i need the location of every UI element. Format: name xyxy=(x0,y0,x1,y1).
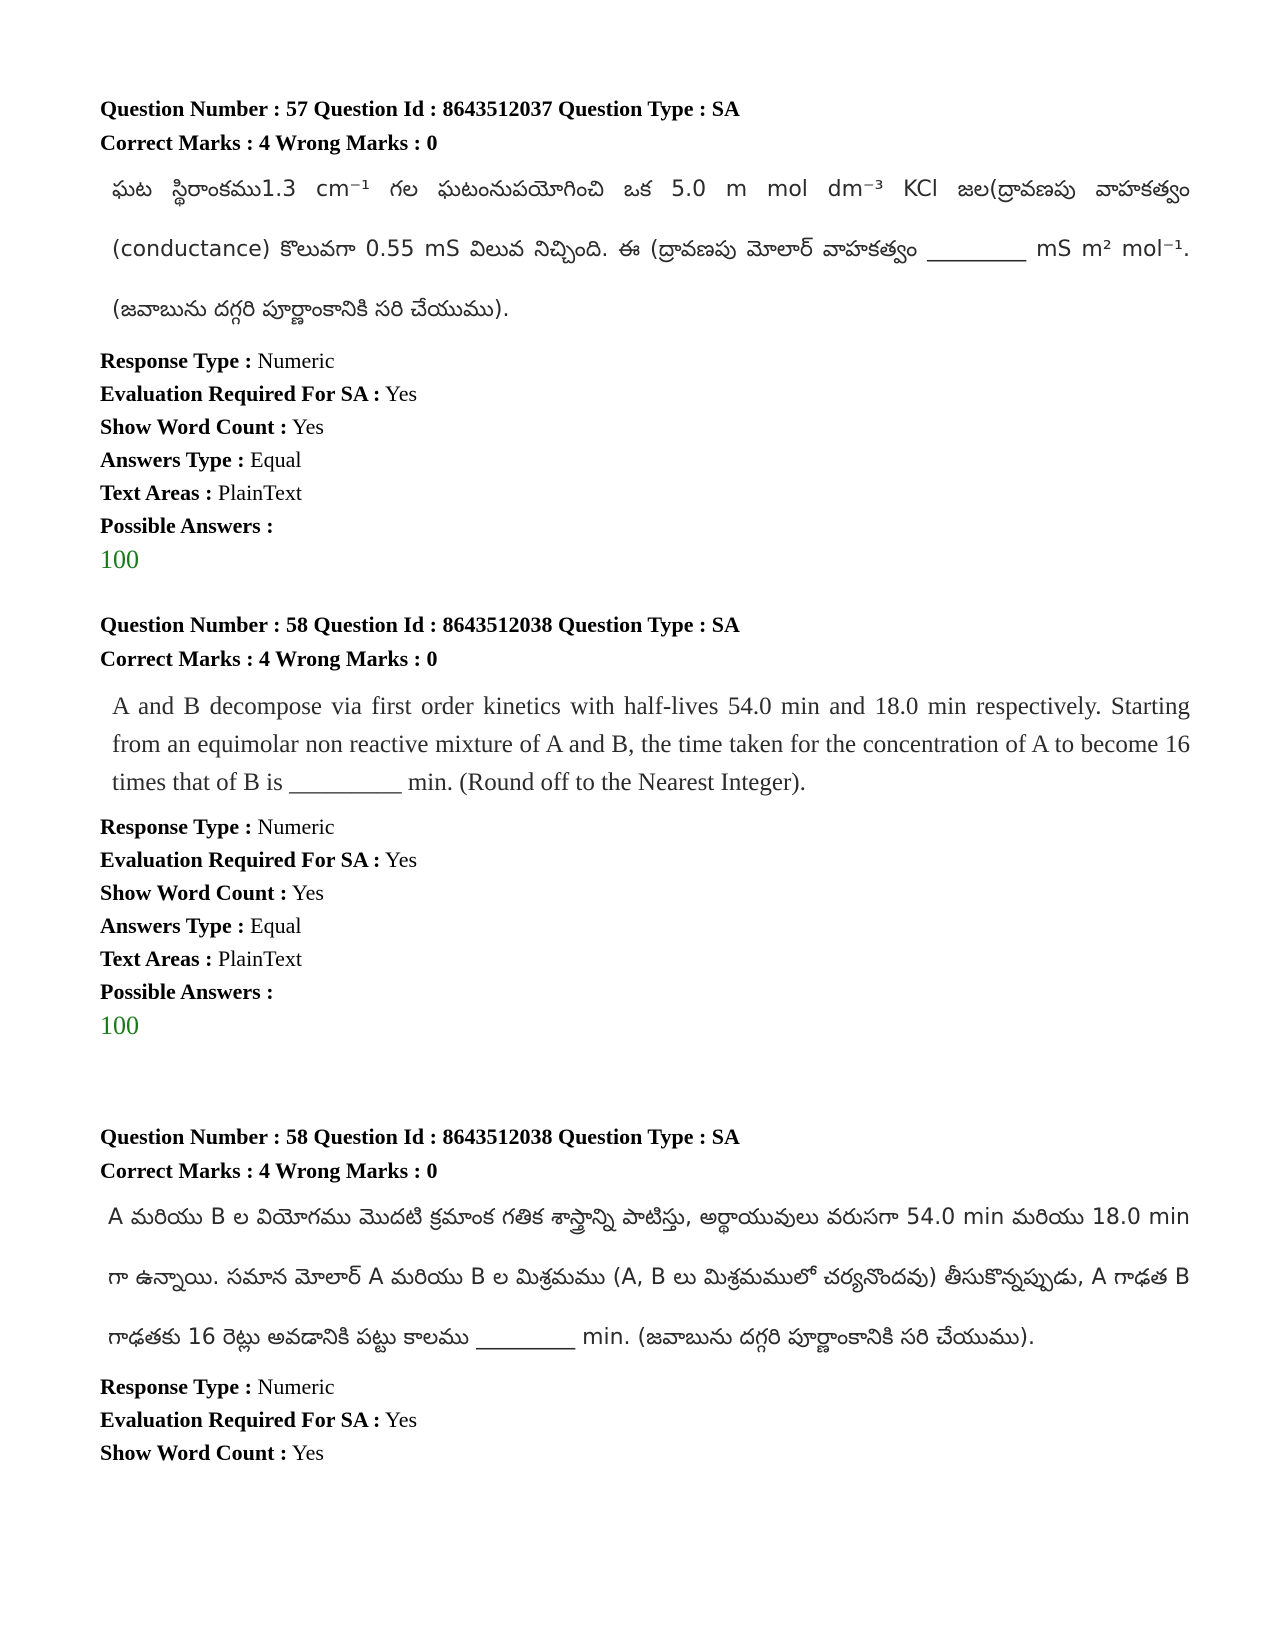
question-text: ఘట స్థిరాంకము1.3 cm⁻¹ గల ఘటంనుపయోగించి ఒక 5.0 m mol dm⁻³ KCl జల(ద్రావణపు వాహకత్వం (conductance) కొలువగా 0.55 mS విలువ నిచ్చింది. ఈ (ద్రావణపు మోలార్ వాహకత్వం _________ mS m² mol⁻¹. (జవాబును దగ్గరి పూర్ణాంకానికి సరి చేయుము). xyxy=(112,177,1190,322)
text-areas-value: PlainText xyxy=(217,946,302,971)
question-header: Question Number : 58 Question Id : 8643512038 Question Type : SA xyxy=(100,1124,740,1149)
response-type-value: Numeric xyxy=(257,348,335,373)
evaluation-value: Yes xyxy=(385,1407,418,1432)
word-count-value: Yes xyxy=(291,880,324,905)
word-count-value: Yes xyxy=(291,1440,324,1465)
word-count-row xyxy=(100,876,1190,909)
word-count-row xyxy=(100,1436,1190,1469)
text-areas-row xyxy=(100,942,1190,975)
possible-answers-label: Possible Answers : xyxy=(100,513,274,538)
question-58-telugu xyxy=(100,1120,1190,1469)
question-58-english xyxy=(100,608,1190,1044)
answers-type-label: Answers Type : xyxy=(100,913,245,938)
evaluation-value: Yes xyxy=(385,847,418,872)
evaluation-row xyxy=(100,1403,1190,1436)
possible-answers-label: Possible Answers : xyxy=(100,979,274,1004)
answers-type-value: Equal xyxy=(250,913,302,938)
response-type-value: Numeric xyxy=(257,1374,335,1399)
word-count-value: Yes xyxy=(291,414,324,439)
possible-answers-row xyxy=(100,509,1190,542)
marks-header: Correct Marks : 4 Wrong Marks : 0 xyxy=(100,1158,438,1183)
possible-answer-value: 100 xyxy=(100,1011,139,1040)
response-type-label: Response Type : xyxy=(100,348,252,373)
question-57 xyxy=(100,92,1190,578)
evaluation-label: Evaluation Required For SA : xyxy=(100,381,381,406)
marks-header: Correct Marks : 4 Wrong Marks : 0 xyxy=(100,130,438,155)
answers-type-row xyxy=(100,909,1190,942)
question-header: Question Number : 58 Question Id : 8643512038 Question Type : SA xyxy=(100,612,740,637)
text-areas-value: PlainText xyxy=(217,480,302,505)
evaluation-row xyxy=(100,843,1190,876)
response-type-label: Response Type : xyxy=(100,814,252,839)
answers-type-value: Equal xyxy=(250,447,302,472)
question-text: A and B decompose via first order kinetics with half-lives 54.0 min and 18.0 min respectively. Starting from an equimolar non reactive mixture of A and B, the time taken for the concentration of A to become 16 times that of B is _________ min. (Round off to the Nearest Integer). xyxy=(112,693,1190,796)
question-text: A మరియు B ల వియోగము మొదటి క్రమాంక గతిక శాస్త్రాన్ని పాటిస్తు, అర్థాయువులు వరుసగా 54.0 min మరియు 18.0 min గా ఉన్నాయి. సమాన మోలార్ A మరియు B ల మిశ్రమము (A, B లు మిశ్రమములో చర్యనొందవు) తీసుకొన్నప్పుడు, A గాఢత B గాఢతకు 16 రెట్లు అవడానికి పట్టు కాలము _________ min. (జవాబును దగ్గరి పూర్ణాంకానికి సరి చేయుము). xyxy=(108,1205,1191,1350)
question-header: Question Number : 57 Question Id : 8643512037 Question Type : SA xyxy=(100,96,740,121)
evaluation-row xyxy=(100,377,1190,410)
word-count-row xyxy=(100,410,1190,443)
evaluation-label: Evaluation Required For SA : xyxy=(100,847,381,872)
response-type-row xyxy=(100,810,1190,843)
possible-answers-row xyxy=(100,975,1190,1008)
word-count-label: Show Word Count : xyxy=(100,1440,288,1465)
possible-answer-value: 100 xyxy=(100,545,139,574)
word-count-label: Show Word Count : xyxy=(100,414,288,439)
response-type-row xyxy=(100,1370,1190,1403)
answers-type-row xyxy=(100,443,1190,476)
marks-header: Correct Marks : 4 Wrong Marks : 0 xyxy=(100,646,438,671)
response-type-row xyxy=(100,344,1190,377)
text-areas-label: Text Areas : xyxy=(100,946,213,971)
response-type-label: Response Type : xyxy=(100,1374,252,1399)
evaluation-label: Evaluation Required For SA : xyxy=(100,1407,381,1432)
word-count-label: Show Word Count : xyxy=(100,880,288,905)
answers-type-label: Answers Type : xyxy=(100,447,245,472)
text-areas-row xyxy=(100,476,1190,509)
response-type-value: Numeric xyxy=(257,814,335,839)
text-areas-label: Text Areas : xyxy=(100,480,213,505)
evaluation-value: Yes xyxy=(385,381,418,406)
